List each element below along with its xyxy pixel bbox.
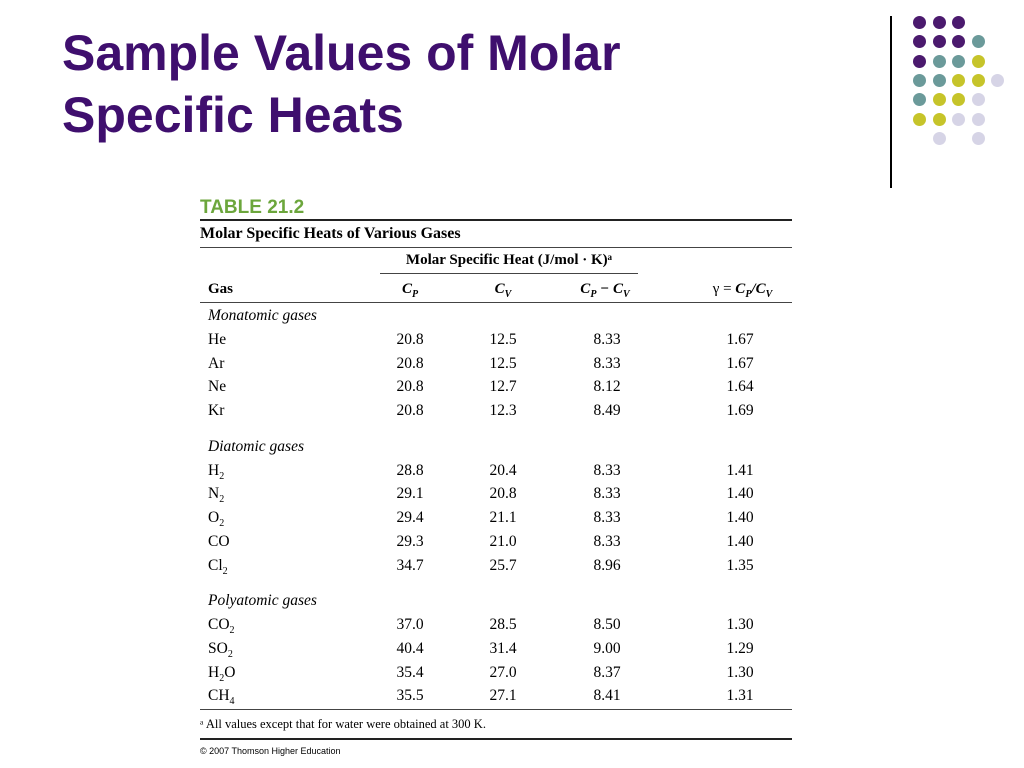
gas-cell xyxy=(208,462,224,482)
cp-cell: 28.8 xyxy=(396,461,424,479)
decorative-dot xyxy=(933,16,946,29)
decorative-dot xyxy=(933,35,946,48)
column-header-gamma: $\gamma = C_P/C_V$ xyxy=(712,281,773,300)
gas-formula-subscript: 2 xyxy=(227,648,233,660)
table-caption: Molar Specific Heats of Various Gases xyxy=(200,225,461,242)
decorative-dot xyxy=(933,93,946,106)
table-row xyxy=(200,483,792,507)
cv-cell: 27.1 xyxy=(489,687,517,705)
decorative-dot xyxy=(991,74,1004,87)
decorative-dot xyxy=(972,35,985,48)
gas-formula: Cl xyxy=(208,556,223,574)
decorative-dot xyxy=(933,74,946,87)
gas-formula-subscript: 2 xyxy=(219,672,225,684)
cv-cell: 12.3 xyxy=(489,402,517,420)
category-label: Monatomic gases xyxy=(208,307,317,324)
table-row xyxy=(200,400,792,424)
decorative-divider-line xyxy=(890,16,892,188)
gas-formula-subscript: 2 xyxy=(222,565,228,577)
span-header: Molar Specific Heat (J/mol · K)ᵃ xyxy=(405,252,613,268)
gas-formula: SO xyxy=(208,639,228,657)
cp-cell: 35.5 xyxy=(396,687,424,705)
decorative-dot xyxy=(952,93,965,106)
diff-cell: 9.00 xyxy=(593,639,621,657)
gas-formula: Ar xyxy=(208,354,225,372)
decorative-dot xyxy=(952,74,965,87)
gas-formula: H xyxy=(208,663,220,681)
column-header-cv: $C_V$ xyxy=(494,281,512,300)
cv-cell: 21.0 xyxy=(489,532,517,550)
diff-cell: 8.33 xyxy=(593,485,621,503)
diff-cell: 8.33 xyxy=(593,461,621,479)
gamma-cell: 1.30 xyxy=(726,663,754,681)
decorative-dot xyxy=(972,55,985,68)
diff-cell: 8.33 xyxy=(593,354,621,372)
category-row xyxy=(200,434,792,460)
cv-cell: 27.0 xyxy=(489,663,517,681)
table-row xyxy=(200,555,792,579)
slide-title-line-2: Specific Heats xyxy=(62,87,404,143)
gas-formula-subscript: 2 xyxy=(219,470,225,482)
gas-formula: CH xyxy=(208,687,230,705)
gas-cell xyxy=(208,331,226,349)
cv-cell: 12.5 xyxy=(489,331,517,348)
decorative-dot xyxy=(933,55,946,68)
column-header-gas: Gas xyxy=(208,281,234,297)
gas-formula: CO xyxy=(208,532,230,550)
gas-cell xyxy=(208,557,228,577)
gas-formula: He xyxy=(208,331,227,348)
gamma-cell: 1.35 xyxy=(726,556,754,574)
diff-cell: 8.33 xyxy=(593,532,621,550)
decorative-dot xyxy=(952,113,965,126)
cv-cell: 25.7 xyxy=(489,556,517,574)
decorative-dot xyxy=(972,74,985,87)
cp-cell: 20.8 xyxy=(396,378,424,396)
category-row xyxy=(200,588,792,614)
gas-formula: CO xyxy=(208,616,230,634)
decorative-dot xyxy=(933,132,946,145)
gas-formula-subscript: 2 xyxy=(229,625,235,637)
gas-cell xyxy=(208,640,233,660)
decorative-dot xyxy=(913,93,926,106)
table-row xyxy=(200,460,792,484)
gas-cell xyxy=(208,509,224,529)
decorative-dot xyxy=(913,16,926,29)
diff-cell: 8.33 xyxy=(593,331,621,348)
category-label: Diatomic gases xyxy=(208,437,305,455)
decorative-dot xyxy=(952,16,965,29)
gas-formula: Ne xyxy=(208,378,227,396)
decorative-dot xyxy=(933,113,946,126)
decorative-dot xyxy=(972,113,985,126)
gas-formula: Kr xyxy=(208,402,225,420)
gas-cell xyxy=(208,485,224,505)
table-figure xyxy=(200,197,792,756)
gamma-cell: 1.40 xyxy=(726,532,754,550)
table-row xyxy=(200,638,792,662)
cp-cell: 29.1 xyxy=(396,485,424,503)
table-footnote: ᵃ All values except that for water were obtained at 300 K. xyxy=(200,716,486,731)
diff-cell: 8.12 xyxy=(593,378,621,396)
cv-cell: 21.1 xyxy=(489,509,517,527)
table-header xyxy=(200,248,792,303)
column-header-cp: $C_P$ xyxy=(401,281,419,300)
cv-cell: 20.4 xyxy=(489,461,517,479)
table-row xyxy=(200,353,792,377)
gas-cell xyxy=(208,355,224,373)
table-row xyxy=(200,531,792,555)
table-label: TABLE 21.2 xyxy=(200,197,305,218)
diff-cell: 8.37 xyxy=(593,663,621,681)
footnote-rule xyxy=(200,738,792,740)
gas-formula: N xyxy=(208,485,220,503)
cp-cell: 20.8 xyxy=(396,402,424,420)
decorative-dot xyxy=(913,35,926,48)
decorative-dot xyxy=(972,93,985,106)
cp-cell: 37.0 xyxy=(396,616,424,634)
diff-cell: 8.50 xyxy=(593,616,621,634)
gas-cell xyxy=(208,378,226,396)
gamma-cell: 1.64 xyxy=(726,378,754,396)
table-row xyxy=(200,329,792,353)
cv-cell: 31.4 xyxy=(489,639,517,657)
gas-formula-subscript: 4 xyxy=(229,696,235,708)
table-row xyxy=(200,662,792,686)
decorative-dot xyxy=(913,74,926,87)
decorative-dot xyxy=(952,35,965,48)
table-row xyxy=(200,507,792,531)
span-header-rule xyxy=(380,273,638,274)
gamma-cell: 1.40 xyxy=(726,509,754,527)
slide-title-line-1: Sample Values of Molar xyxy=(62,25,621,81)
cp-cell: 40.4 xyxy=(396,639,424,657)
category-label: Polyatomic gases xyxy=(208,592,317,610)
column-header-cp-minus-cv: $C_P - C_V$ xyxy=(580,281,630,300)
gas-formula-suffix: O xyxy=(224,663,236,681)
gas-formula-subscript: 2 xyxy=(219,494,225,506)
cv-cell: 28.5 xyxy=(489,616,517,634)
diff-cell: 8.96 xyxy=(593,556,621,574)
cv-cell: 12.7 xyxy=(489,378,517,396)
diff-cell: 8.33 xyxy=(593,509,621,527)
cp-cell: 20.8 xyxy=(396,331,424,348)
gamma-cell: 1.67 xyxy=(726,354,754,372)
cp-cell: 29.3 xyxy=(396,532,424,550)
gas-formula-subscript: 2 xyxy=(219,518,225,530)
cp-cell: 29.4 xyxy=(396,509,424,527)
gamma-cell: 1.41 xyxy=(726,461,754,479)
table-row xyxy=(200,685,792,709)
gamma-cell: 1.31 xyxy=(726,687,754,705)
gas-cell xyxy=(208,664,235,684)
gas-cell xyxy=(208,533,230,551)
table-row xyxy=(200,614,792,638)
gas-formula: O xyxy=(208,509,220,527)
gas-cell xyxy=(208,687,235,707)
cv-cell: 12.5 xyxy=(489,354,517,372)
gamma-cell: 1.29 xyxy=(726,639,754,657)
cp-cell: 34.7 xyxy=(396,556,424,574)
decorative-dot xyxy=(913,55,926,68)
gas-formula: H xyxy=(208,461,220,479)
cp-cell: 20.8 xyxy=(396,354,424,372)
table-bottom-rule xyxy=(200,709,792,710)
decorative-dot xyxy=(952,55,965,68)
cp-cell: 35.4 xyxy=(396,663,424,681)
gamma-cell: 1.40 xyxy=(726,485,754,503)
copyright-notice: © 2007 Thomson Higher Education xyxy=(200,745,341,756)
gamma-cell: 1.30 xyxy=(726,616,754,634)
table-body xyxy=(200,303,792,709)
table-row xyxy=(200,376,792,400)
category-row xyxy=(200,303,792,329)
diff-cell: 8.41 xyxy=(593,687,621,705)
gamma-cell: 1.69 xyxy=(726,402,754,420)
cv-cell: 20.8 xyxy=(489,485,517,503)
decorative-dot xyxy=(913,113,926,126)
gas-cell xyxy=(208,402,224,420)
gamma-cell: 1.67 xyxy=(726,331,754,348)
slide-title xyxy=(62,22,862,146)
decorative-dot xyxy=(972,132,985,145)
diff-cell: 8.49 xyxy=(593,402,621,420)
gas-cell xyxy=(208,616,235,636)
